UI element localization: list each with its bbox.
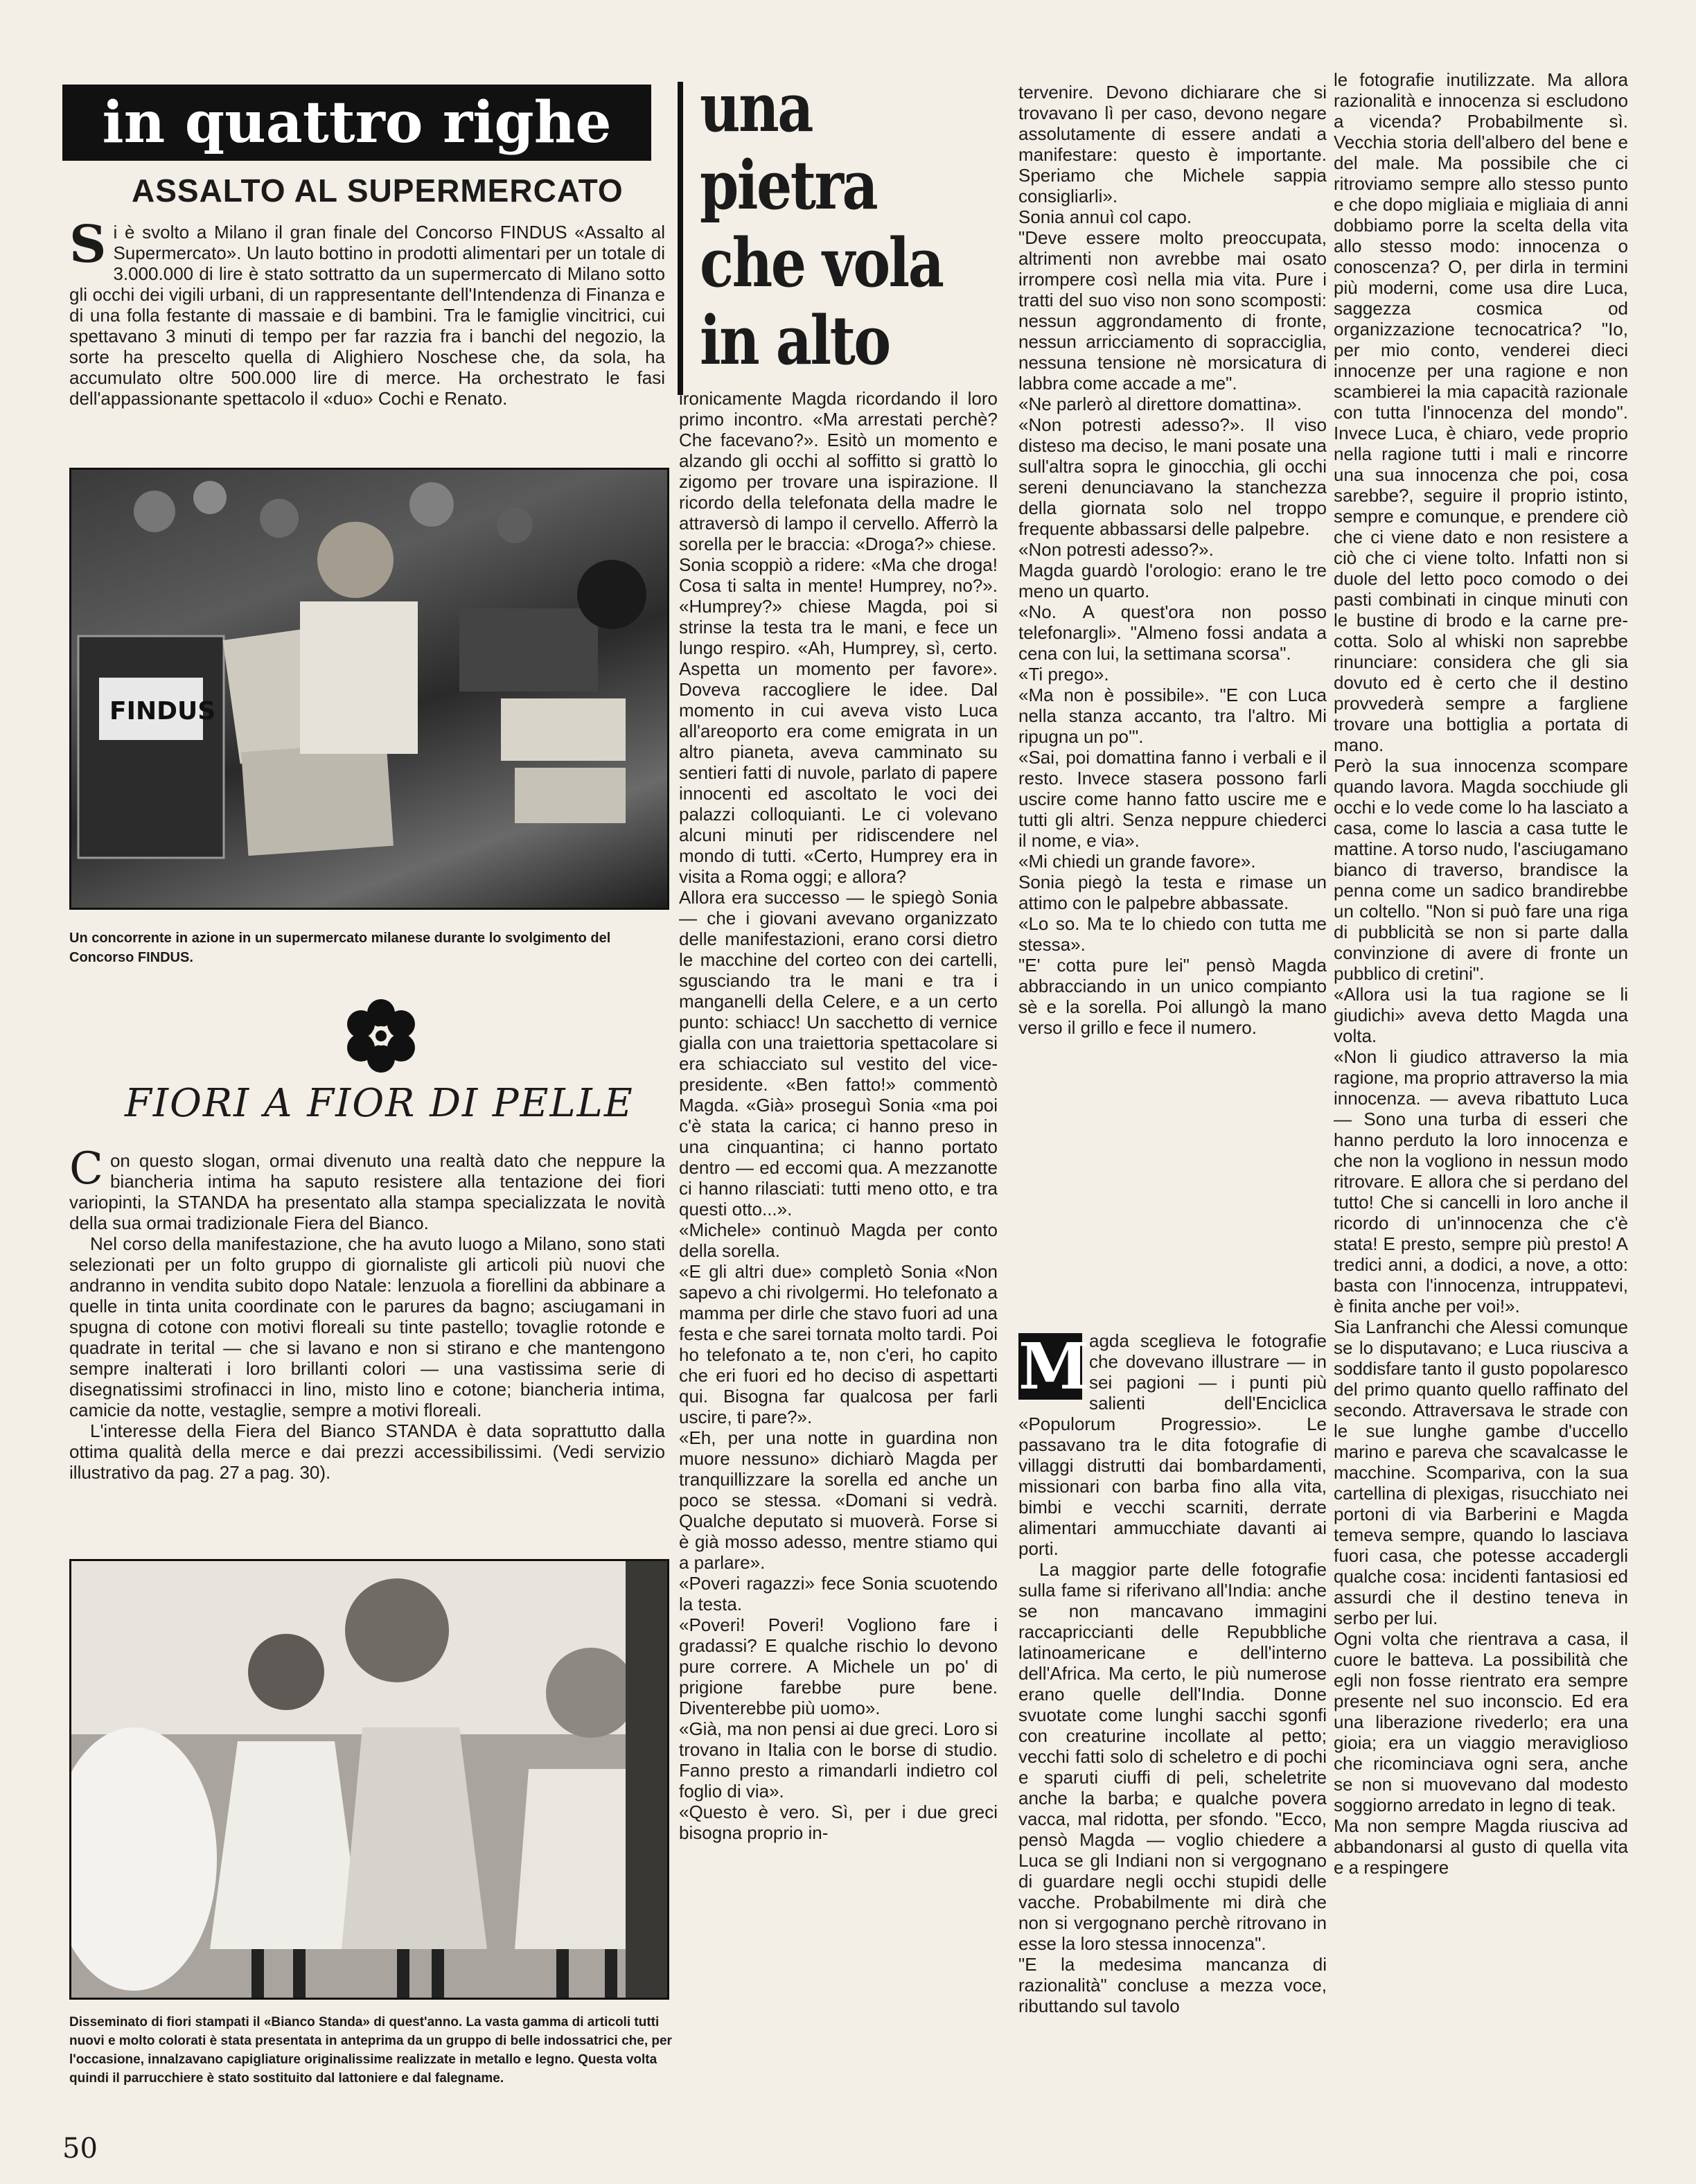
supermarket-photo [69,468,669,910]
article1-dropcap: S [69,215,107,274]
flower-icon [343,998,419,1074]
supermarket-photo-illustration [71,470,667,908]
standa-photo-illustration [71,1561,667,1998]
section-banner: in quattro righe [62,85,651,161]
article2-headline: FIORI A FIOR DI PELLE [125,1081,634,1126]
article2-dropcap: C [69,1143,103,1195]
article1-caption: Un concorrente in azione in un supermercato milanese durante lo svolgimento del Concorso FINDUS. [69,931,611,965]
page-number: 50 [62,2133,98,2165]
story-title: una pietra che vola in alto [700,69,943,380]
findus-sign-text: FINDUS [109,697,216,725]
article2-paragraph-3: L'interesse della Fiera del Bianco STANDA è data soprattutto dalla ottima qualità della merce e dai prezzi accessibilissimi. (Vedi servizio illustrativo da pag. 27 a pag. 30). [69,1420,665,1483]
article2-caption: Disseminato di fiori stampati il «Bianco Standa» di quest'anno. La vasta gamma di articoli tutti nuovi e molto colorati è stata presentata in anteprima da un gruppo di belle indossatrici che, per l'occasione, innalzavano capigliature originalissime realizzate in metallo e legno. Questa volta quindi il parrucchiere è stato sostituito dal lattoniere e dal falegname. [69,2015,672,2086]
story-column-3: le fotografie inutilizzate. Ma allora razionalità e innocenza si escludono a vicenda? Probabilmente sì. Vecchia storia dell'albero del bene e del male. Ma possibile che ci ritroviamo sempre allo stesso punto e che dopo migliaia e migliaia di anni dobbiamo porre la scelta della vita allo stesso modo: innocenza o conoscenza? O, per dirla in termini più moderni, come usa dire Luca, saggezza cosmica od organizzazione tecnocatrica? "Io, per mio conto, venderei dieci innocenze per una ragione e non scambierei la mia capacità razionale con tutta l'innocenza del mondo". Invece Luca, è chiaro, vede proprio nella ragione tutti i mali e rincorre una sua innocenza che poi, cosa sarebbe?, seguire il proprio istinto, sempre e comunque, e prendere ciò che ci viene dato e non resistere a ciò che ci viene tolto. Infatti non si duole del letto poco comodo o dei pasti combinati in cinque minuti con le bustine di brodo e la carne pre-cotta. Solo al whiski non saprebbe rinunciare: considera che gli sia dovuto ed è certo che il destino provvederà sempre a fargliene trovare una bottiglia a portata di mano. Però la sua innocenza scompare quando lavora. Magda socchiude gli occhi e lo vede come lo ha lasciato a casa, come lo lascia a casa tutte le mattine. A torso nudo, l'asciugamano bianco di traverso, brandisce la penna come un sadico brandirebbe un coltello. "Non si può fare una riga di pubblicità se non si parte dalla convinzione di avere di fronte un pubblico di cretini". «Allora usi la tua ragione se li giudichi» aveva detto Magda una volta. «Non li giudico attraverso la mia ragione, ma proprio attraverso la mia innocenza. — aveva ribattuto Luca — Sono una turba di esseri che hanno perduto la loro innocenza e che non la vogliono in nessun modo ritrovare. E allora che si perdano del tutto! Che si cancelli in loro anche il ricordo di un'innocenza che c'è stata! E presto, sempre più presto! A tredici anni, a dodici, a nove, a otto: basta con l'innocenza, intruppatevi, è finita anche per voi!». Sia Lanfranchi che Alessi comunque se lo disputavano; e Luca riusciva a soddisfare tanto il gusto popolaresco del primo quanto quello raffinato del secondo. Attraversava le strade con le sue lunghe gambe d'uccello marino e pareva che scavalcasse le macchine. Scompariva, con la sua cartellina di plexigas, risucchiato nei portoni di via Barberini e Magda temeva sempre, quando lo lasciava fuori casa, che potesse accadergli qualche cosa: incidenti fantasiosi ed assurdi che il destino teneva in serbo per lui. Ogni volta che rientrava a casa, il cuore le batteva. La possibilità che egli non fosse rientrato era sempre presente nel suo inconscio. Ed era una liberazione rivederlo; era una gioia; era un viaggio meraviglioso che ricominciava ogni sera, anche se non si muovevano dal modesto soggiorno arredato in legno di teak. Ma non sempre Magda riusciva ad abbandonarsi al gusto di quella vita e a respingere [1334,69,1628,1878]
story-column-2-bottom-rest: La maggior parte delle fotografie sulla fame si riferivano all'India: anche se non mancavano immagini raccapriccianti delle Repubbliche latinoamericane e dell'interno dell'Africa. Ma certo, le più numerose erano quelle dell'India. Donne svuotate come lunghi sacchi sgonfi con creaturine incollate al petto; vecchi fatti solo di scheletro e di pochi e sparuti ciuffi di peli, scheletrite anche la barba; e qualche povera vacca, mal ridotta, per sfondo. "Ecco, pensò Magda — voglio chiedere a Luca se gli Indiani non si vergognano di guardare negli occhi stupidi delle vacche. Probabilmente mi dirà che non si vergognano perchè ritrovano in esse la loro stessa innocenza". "E la medesima mancanza di razionalità" concluse a mezza voce, ributtando sul tavolo [1018,1559,1327,2016]
article2-paragraph-2: Nel corso della manifestazione, che ha avuto luogo a Milano, sono stati selezionati per un folto gruppo di giornaliste gli articoli più nuovi che andranno in vendita subito dopo Natale: lenzuola a fiorellini da abbinare a quelle in tinta unita coordinate con le parures da bagno; asciugamani in spugna di cotone con motivi floreali su tinte pastello; tovaglie rotonde e quadrate in terital — che si lavano e non si stirano e che mantengono sempre inalterati i loro brillanti colori — una vastissima serie di disegnatissimi strofinacci in lino, misto lino e cotone; biancheria intima, camicie da notte, vestaglie, sempre a motivi floreali. [69,1233,665,1420]
story-dropcap-m: M [1018,1329,1089,1404]
story-column-2-bottom [1018,1330,1327,2099]
story-column-2-bottom-first: agda sceglieva le fotografie che dovevano illustrare — in sei pagioni — i punti più salienti dell'Enciclica «Populorum Progressio». Le passavano tra le dita fotografie di villaggi distrutti dai bombardamenti, missionari con barba fino alla vita, bimbi e vecchi scarniti, derrate alimentari ammucchiate davanti ai porti. [1018,1330,1327,1559]
title-rule [678,82,683,395]
article1-body [69,215,665,457]
story-column-2-top: tervenire. Devono dichiarare che si trovavano lì per caso, devono negare assolutamente di essere andati a manifestare: questo è importante. Speriamo che Michele sappia consigliarli». Sonia annuì col capo. "Deve essere molto preoccupata, altrimenti non avrebbe mai osato irrompere così nella mia vita. Pure i tratti del suo viso non sono scomposti: nessun aggrondamento di fronte, nessun arricciamento di sopracciglia, nessuna tensione nè morsicatura di labbra come accade a me". «Ne parlerò al direttore domattina». «Non potresti adesso?». Il viso disteso ma deciso, le mani posate una sull'altra sopra le ginocchia, gli occhi sereni denunciavano la stanchezza della giornata solo nel troppo frequente abbassarsi delle palpebre. «Non potresti adesso?». Magda guardò l'orologio: erano le tre meno un quarto. «No. A quest'ora non posso telefonargli». "Almeno fossi andata a cena con lui, la settimana scorsa". «Ti prego». «Ma non è possibile». "E con Luca nella stanza accanto, tra l'altro. Mi ripugna un po'". «Sai, poi domattina fanno i verbali e il resto. Invece stasera possono farli uscire come hanno fatto uscire me e tutti gli altri. Senza neppure chiederci il nome, e via». «Mi chiedi un grande favore». Sonia piegò la testa e rimase un attimo con le palpebre abbassate. «Lo so. Ma te lo chiedo con tutta me stessa». "E' cotta pure lei" pensò Magda abbracciando in un unico compianto sè e la sorella. Poi allungò la mano verso il grillo e fece il numero. [1018,82,1327,1038]
article2-body [69,1143,665,1538]
standa-fashion-photo [69,1559,669,2000]
story-column-1: ironicamente Magda ricordando il loro primo incontro. «Ma arrestati perchè? Che facevano?». Esitò un momento e alzando gli occhi al soffitto si grattò lo zigomo per trovare una ispirazione. Il ricordo della telefonata della madre le attraversò di lampo il cervello. Afferrò la sorella per le braccia: «Droga?» chiese. Sonia scoppiò a ridere: «Ma che droga! Cosa ti salta in mente! Humprey, no?». «Humprey?» chiese Magda, poi si strinse la testa tra le mani, e fece un lungo respiro. «Ah, Humprey, sì, certo. Aspetta un momento per favore». Doveva raccogliere le idee. Dal momento in cui aveva visto Luca all'areoporto era come emigrata in un altro pianeta, aveva camminato su sentieri fatti di nuvole, parlato di papere innocenti ed ascoltato le voci dei palazzi colloquianti. Le ci volevano alcuni minuti per ridiscendere nel mondo di tutti. «Certo, Humprey era in visita a Roma oggi; e allora? Allora era successo — le spiegò Sonia — che i giovani avevano organizzato delle manifestazioni, erano corsi dietro le macchine del corteo con dei cartelli, sgusciando tra le mani e tra i manganelli della Celere, e a un certo punto: schiacc! Un sacchetto di vernice gialla con una traiettoria spettacolare si era schiacciato sul vestito del vice-presidente. «Ben fatto!» commentò Magda. «Già» proseguì Sonia «ma poi c'è stata la carica; ci hanno preso in una cinquantina; ci hanno portato dentro — ed eccomi qua. A mezzanotte ci hanno rilasciati: tutti meno otto, e tra questi otto...». «Michele» continuò Magda per conto della sorella. «E gli altri due» completò Sonia «Non sapevo a chi rivolgermi. Ho telefonato a mamma per dirle che stavo fuori ad una festa e che sarei tornata molto tardi. Poi ho telefonato a te, non c'eri, ho capito che eri fuori ed ho deciso di aspettarti qui. Bisogna far qualcosa per farli uscire, ti pare?». «Eh, per una notte in guardina non muore nessuno» dichiarò Magda per tranquillizzare la sorella ed anche un poco se stessa. «Domani si vedrà. Qualche deputato si muoverà. Forse si è già mosso adesso, mentre stiamo qui a parlare». «Poveri ragazzi» fece Sonia scuotendo la testa. «Poveri! Poveri! Vogliono fare i gradassi? E qualche rischio lo devono pure correre. A Michele un po' di prigione farebbe pure bene. Diventerebbe più uomo». «Già, ma non pensi ai due greci. Loro si trovano in Italia con le borse di studio. Fanno presto a rimandarli indietro col foglio di via». «Questo è vero. Sì, per i due greci bisogna proprio in- [679,388,998,1843]
article2-paragraph-1: on questo slogan, ormai divenuto una realtà dato che neppure la biancheria intima ha saputo resistere alla tentazione dei fiori variopinti, la STANDA ha presentato alla stampa specializzata le novità della sua ormai tradizionale Fiera del Bianco. [69,1150,665,1233]
article1-text: i è svolto a Milano il gran finale del Concorso FINDUS «Assalto al Supermercato». Un lauto bottino in prodotti alimentari per un totale di 3.000.000 di lire è stato sottratto da un supermercato di Milano sotto gli occhi dei vigili urbani, di un rappresentante dell'Intendenza di Finanza e di una folla festante di massaie e di bambini. Tra le famiglie vincitrici, cui spettavano 3 minuti di tempo per far razzia fra i banchi del negozio, la sorte ha prescelto quella di Alighiero Noschese che, da sola, ha accumulato oltre 500.000 lire di merce. Ha orchestrato le fasi dell'appassionante spettacolo il «duo» Cochi e Renato. [69,222,665,409]
article1-headline: ASSALTO AL SUPERMERCATO [132,173,624,209]
